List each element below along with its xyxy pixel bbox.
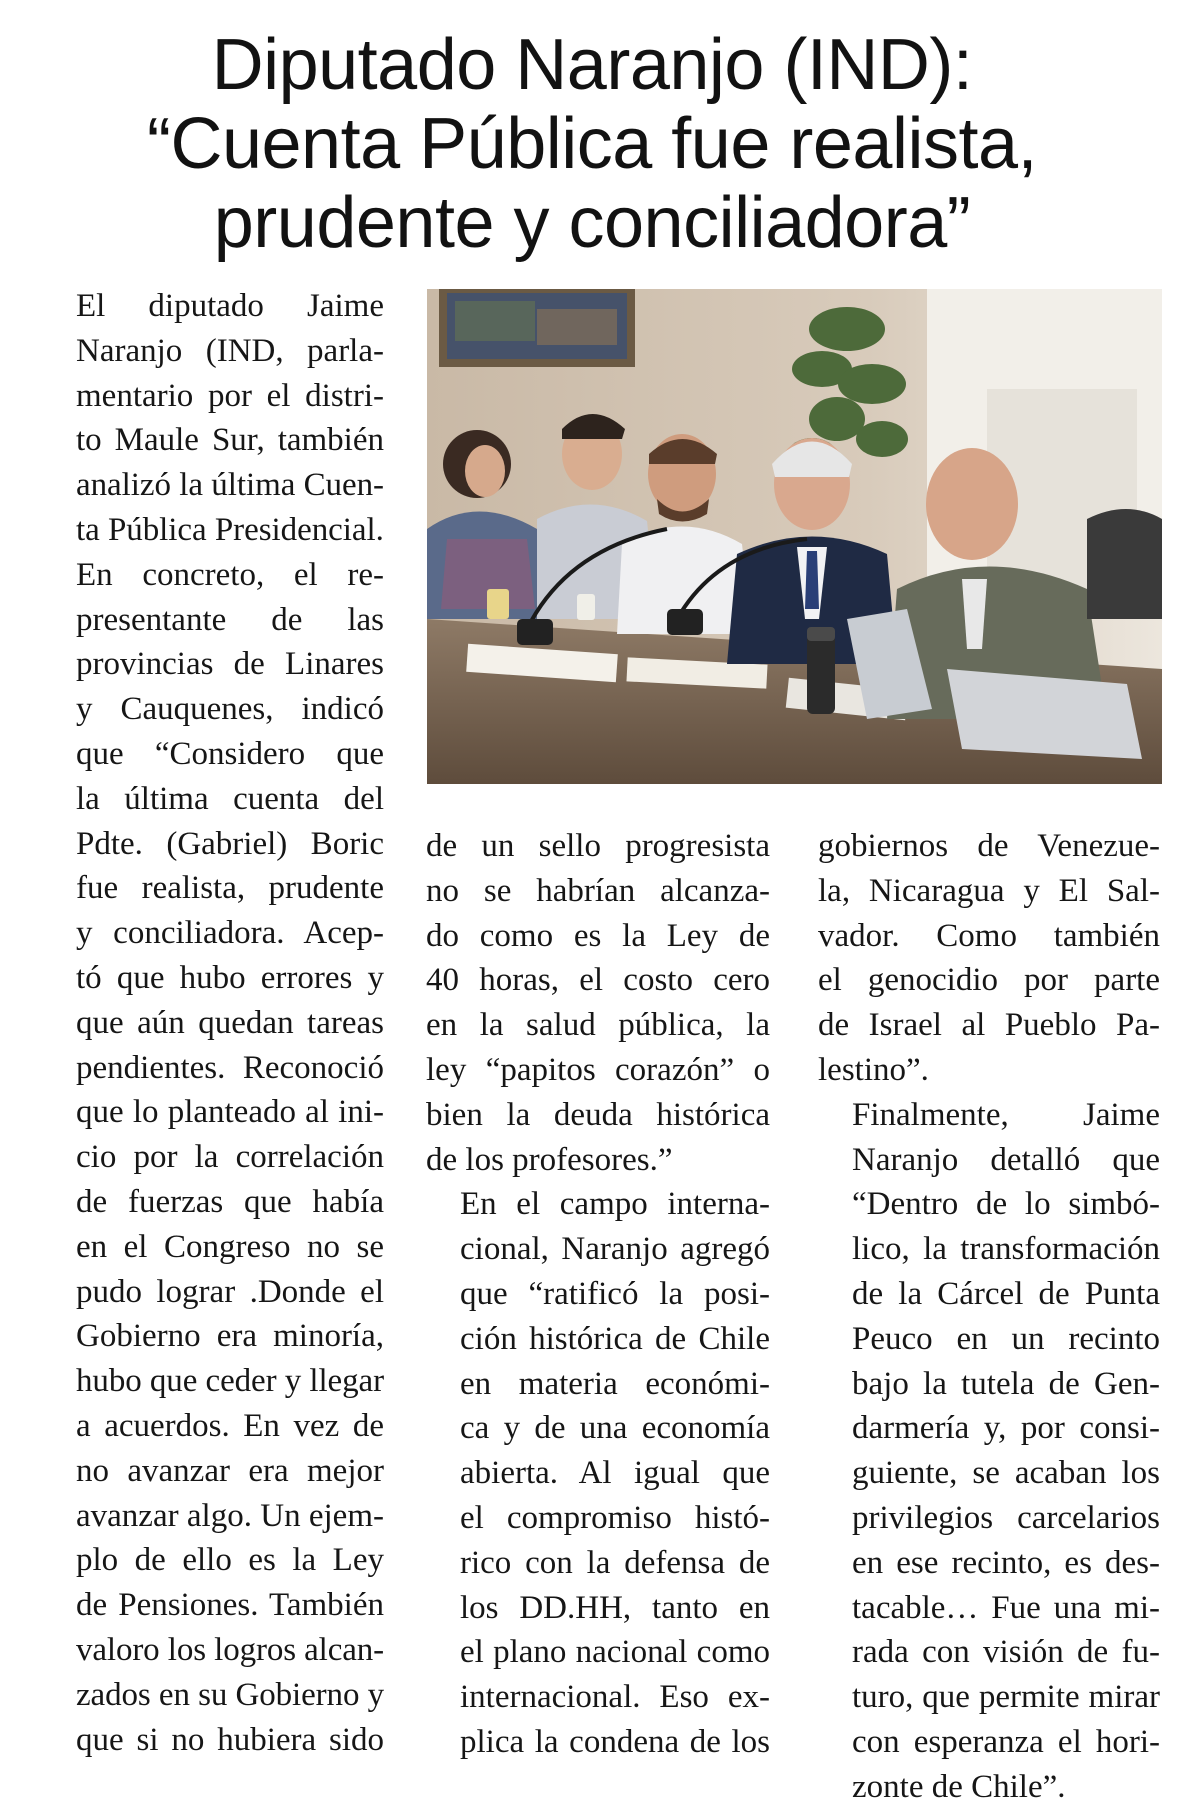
text-line: y conciliadora. Acep- — [76, 915, 384, 952]
text-line: ley “papitos corazón” o — [426, 1051, 770, 1088]
text-line: la, Nicaragua y El Sal- — [818, 872, 1160, 909]
text-line: Peuco en un recinto — [852, 1320, 1160, 1357]
text-line: no se habrían alcanza- — [426, 872, 770, 909]
text-line: internacional. Eso ex- — [460, 1679, 770, 1716]
text-line: los DD.HH, tanto en — [460, 1589, 770, 1626]
headline — [20, 26, 1164, 263]
paragraph — [818, 1093, 1160, 1810]
text-line: de un sello progresista — [426, 828, 770, 864]
text-line: y Cauquenes, indicó — [76, 691, 384, 728]
text-line: valoro los logros alcan- — [76, 1631, 384, 1668]
paragraph — [818, 824, 1160, 1093]
text-line: tó que hubo errores y — [76, 959, 384, 996]
paragraph — [426, 1182, 770, 1764]
text-line: lico, la transformación — [852, 1231, 1160, 1268]
text-line: darmería y, por consi- — [852, 1410, 1160, 1447]
text-line: bajo la tutela de Gen- — [852, 1365, 1160, 1402]
text-line: Gobierno era minoría, — [76, 1318, 384, 1355]
text-line: en materia económi- — [460, 1365, 770, 1402]
text-line: pendientes. Reconoció — [76, 1049, 384, 1086]
text-line: el plano nacional como — [460, 1634, 770, 1671]
text-line: fue realista, prudente — [76, 870, 384, 907]
text-line: el genocidio por parte — [818, 962, 1160, 999]
article-column-2 — [426, 824, 770, 1765]
text-line: zonte de Chile”. — [852, 1768, 1066, 1805]
text-line: gobiernos de Venezue- — [818, 828, 1160, 864]
text-line: tacable… Fue una mi- — [852, 1589, 1160, 1626]
text-line: ción histórica de Chile — [460, 1320, 770, 1357]
text-line: cional, Naranjo agregó — [460, 1231, 770, 1268]
paragraph — [42, 284, 384, 553]
text-line: bien la deuda histórica — [426, 1096, 770, 1133]
headline-line: prudente y conciliadora” — [213, 183, 971, 263]
text-line: abierta. Al igual que — [460, 1455, 770, 1492]
paragraph — [426, 824, 770, 1182]
article-column-3 — [818, 824, 1160, 1810]
text-line: zados en su Gobierno y — [76, 1676, 384, 1713]
text-line: a acuerdos. En vez de — [76, 1407, 384, 1444]
text-line: de fuerzas que había — [76, 1183, 384, 1220]
text-line: cio por la correlación — [76, 1139, 384, 1176]
text-line: plica la condena de los — [460, 1723, 770, 1760]
paragraph — [42, 553, 384, 1763]
text-line: rico con la defensa de — [460, 1544, 770, 1581]
text-line: En el campo interna- — [460, 1186, 770, 1223]
text-line: “Dentro de lo simbó- — [852, 1186, 1160, 1223]
text-line: to Maule Sur, también — [76, 422, 384, 459]
text-line: do como es la Ley de — [426, 917, 770, 954]
text-line: plo de ello es la Ley — [76, 1542, 384, 1579]
text-line: Naranjo detalló que — [852, 1141, 1160, 1178]
text-line: 40 horas, el costo cero — [426, 962, 770, 999]
text-line: que si no hubiera sido — [76, 1721, 384, 1758]
text-line: de la Cárcel de Punta — [852, 1275, 1160, 1312]
meeting-photo — [427, 289, 1162, 784]
text-line: analizó la última Cuen- — [76, 467, 384, 504]
text-line: vador. Como también — [818, 917, 1160, 954]
text-line: En concreto, el re- — [76, 556, 384, 593]
text-line: presentante de las — [76, 601, 384, 638]
text-line: de Pensiones. También — [76, 1587, 384, 1624]
article-photo — [427, 289, 1162, 784]
text-line: que “ratificó la posi- — [460, 1275, 770, 1312]
text-line: la última cuenta del — [76, 780, 384, 817]
text-line: de los profesores.” — [426, 1141, 673, 1178]
text-line: que aún quedan tareas — [76, 1004, 384, 1041]
text-line: con esperanza el hori- — [852, 1723, 1160, 1760]
article-column-1 — [42, 284, 384, 1762]
text-line: en el Congreso no se — [76, 1228, 384, 1265]
text-line: Naranjo (IND, parla- — [76, 332, 384, 369]
text-line: rada con visión de fu- — [852, 1634, 1160, 1671]
text-line: de Israel al Pueblo Pa- — [818, 1007, 1160, 1044]
text-line: provincias de Linares — [76, 646, 384, 683]
text-line: que “Considero que — [76, 735, 384, 772]
text-line: ta Pública Presidencial. — [76, 511, 384, 548]
text-line: hubo que ceder y llegar — [76, 1363, 384, 1400]
text-line: en la salud pública, la — [426, 1007, 770, 1044]
headline-line: “Cuenta Pública fue realista, — [147, 104, 1037, 184]
text-line: guiente, se acaban los — [852, 1455, 1160, 1492]
text-line: turo, que permite mirar — [852, 1679, 1160, 1716]
text-line: Finalmente, Jaime — [852, 1096, 1160, 1133]
text-line: avanzar algo. Un ejem- — [76, 1497, 384, 1534]
text-line: lestino”. — [818, 1051, 929, 1088]
text-line: ca y de una economía — [460, 1410, 770, 1447]
text-line: mentario por el distri- — [76, 377, 384, 414]
text-line: el compromiso histó- — [460, 1499, 770, 1536]
text-line: pudo lograr .Donde el — [76, 1273, 384, 1310]
text-line: El diputado Jaime — [76, 288, 384, 324]
text-line: no avanzar era mejor — [76, 1452, 384, 1489]
headline-line: Diputado Naranjo (IND): — [211, 25, 973, 105]
text-line: que lo planteado al ini- — [76, 1094, 384, 1131]
text-line: Pdte. (Gabriel) Boric — [76, 825, 384, 862]
text-line: privilegios carcelarios — [852, 1499, 1160, 1536]
text-line: en ese recinto, es des- — [852, 1544, 1160, 1581]
